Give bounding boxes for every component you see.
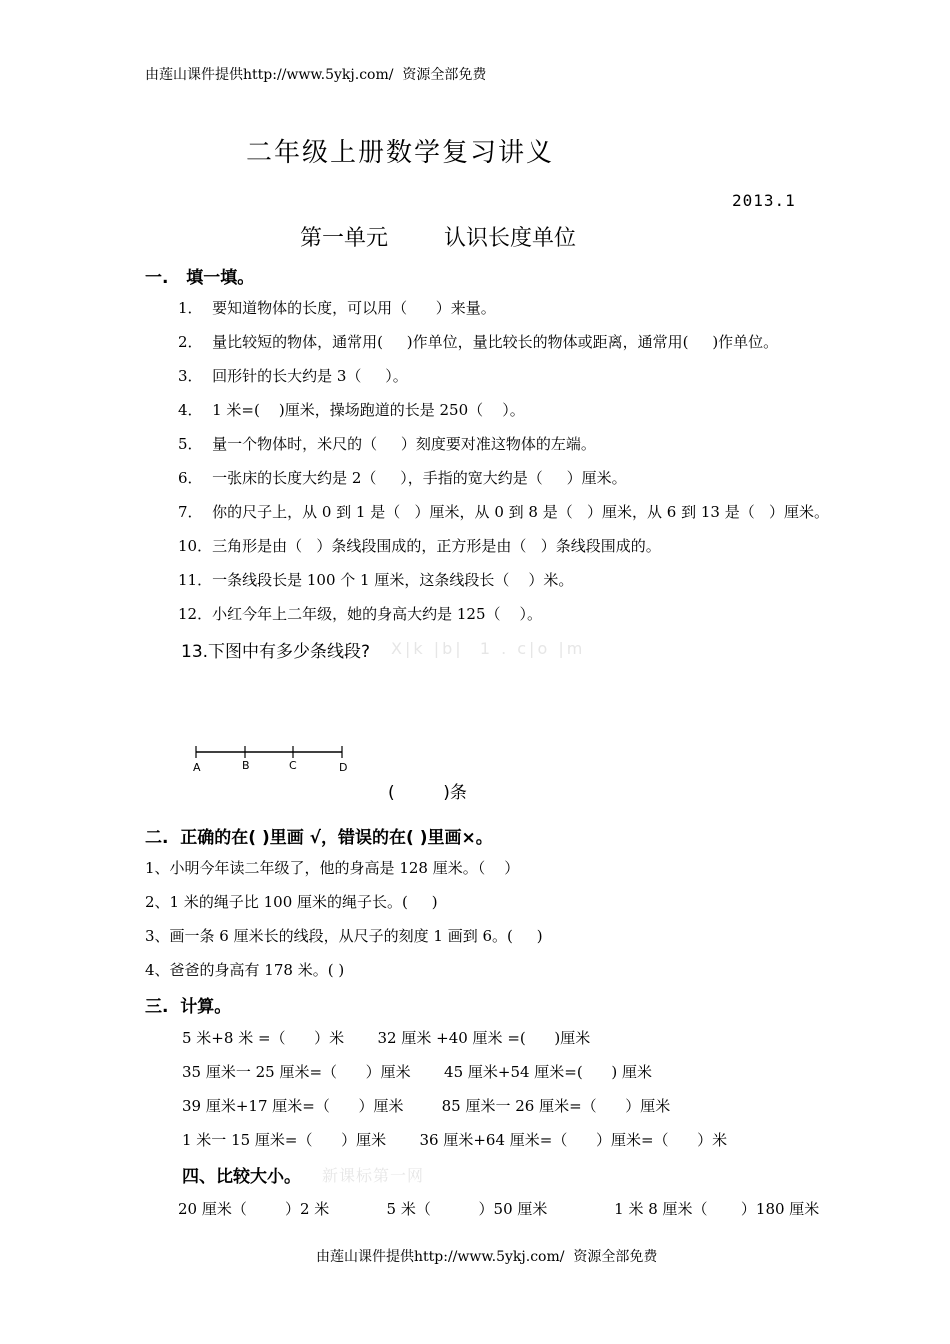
s1-item-4: 4． 1 米=( )厘米，操场跑道的长是 250（ ）。: [178, 401, 525, 419]
section2-heading: 二. 正确的在( )里画 √，错误的在( )里画×。: [145, 828, 493, 848]
s1-item-3: 3． 回形针的长大约是 3（ ）。: [178, 367, 408, 385]
unit-heading: 第一单元 认识长度单位: [300, 226, 576, 251]
s1-item-13: 13.下图中有多少条线段?: [181, 642, 371, 662]
q13-watermark: X|k |b| 1 . c|o |m: [391, 639, 586, 658]
line-segment-figure: [190, 740, 355, 780]
s1-item-11: 11．一条线段长是 100 个 1 厘米，这条线段长（ ）米。: [178, 571, 574, 589]
page-header: 由莲山课件提供http://www.5ykj.com/ 资源全部免费: [145, 67, 487, 83]
label-a: A: [193, 761, 201, 774]
label-b: B: [242, 759, 250, 772]
document-title: 二年级上册数学复习讲义: [246, 138, 555, 168]
s1-item-2: 2． 量比较短的物体，通常用( )作单位，量比较长的物体或距离，通常用( )作单位。: [178, 333, 779, 351]
s1-item-6: 6． 一张床的长度大约是 2（ ），手指的宽大约是（ ）厘米。: [178, 469, 627, 487]
s1-item-12: 12．小红今年上二年级，她的身高大约是 125（ ）。: [178, 605, 543, 623]
s2-item-4: 4、爸爸的身高有 178 米。( ): [145, 961, 345, 979]
section4-watermark: 新课标第一网: [322, 1166, 425, 1185]
s3-row-1: 5 米+8 米 =（ ）米 32 厘米 +40 厘米 =( )厘米: [182, 1029, 591, 1047]
s2-item-3: 3、画一条 6 厘米长的线段，从尺子的刻度 1 画到 6。( ): [145, 927, 543, 945]
s4-row: 20 厘米（ ）2 米 5 米（ ）50 厘米 1 米 8 厘米（ ）180 厘米: [178, 1200, 820, 1218]
s3-row-2: 35 厘米一 25 厘米=（ ）厘米 45 厘米+54 厘米=( ) 厘米: [182, 1063, 652, 1081]
document-date: 2013.1: [732, 191, 796, 210]
q13-answer: ( )条: [388, 783, 467, 803]
s2-item-2: 2、1 米的绳子比 100 厘米的绳子长。( ): [145, 893, 438, 911]
section1-heading: 一. 填一填。: [145, 268, 255, 288]
label-d: D: [339, 761, 348, 774]
s3-row-3: 39 厘米+17 厘米=（ ）厘米 85 厘米一 26 厘米=（ ）厘米: [182, 1097, 671, 1115]
s1-item-1: 1． 要知道物体的长度，可以用（ ）来量。: [178, 299, 496, 317]
s1-item-10: 10．三角形是由（ ）条线段围成的，正方形是由（ ）条线段围成的。: [178, 537, 661, 555]
section3-heading: 三. 计算。: [145, 997, 232, 1017]
page-footer: 由莲山课件提供http://www.5ykj.com/ 资源全部免费: [316, 1249, 658, 1265]
s1-item-7: 7． 你的尺子上，从 0 到 1 是（ ）厘米，从 0 到 8 是（ ）厘米，从 6 到 13 是（ ）厘米。: [178, 503, 830, 521]
label-c: C: [289, 759, 297, 772]
s3-row-4: 1 米一 15 厘米=（ ）厘米 36 厘米+64 厘米=（ ）厘米=（ ）米: [182, 1131, 728, 1149]
s1-item-5: 5． 量一个物体时，米尺的（ ）刻度要对准这物体的左端。: [178, 435, 596, 453]
s2-item-1: 1、小明今年读二年级了，他的身高是 128 厘米。（ ）: [145, 859, 520, 877]
section4-heading: 四、比较大小。: [182, 1167, 301, 1187]
